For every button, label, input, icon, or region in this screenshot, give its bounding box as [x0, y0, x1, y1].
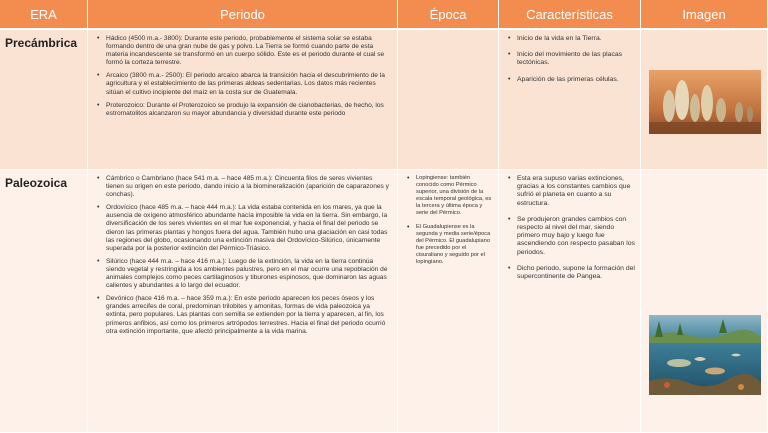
- era-name: Paleozoica: [5, 176, 68, 190]
- precambrian-sea-illustration-icon: [649, 70, 761, 134]
- caracteristicas-cell: [499, 30, 641, 170]
- caracteristica-item: • Inicio del movimiento de las placas tectónicas.: [517, 51, 635, 67]
- periodo-item: • Ordovícico (hace 485 m.a. – hace 444 m.a.): La vida estaba contenida en los mares, ya que la ausencia de oxígeno atmosférico abundante hacía imposible la vida en la tierra. Sin embargo, la diversificación de los seres vivientes en el mar fue exponencial, y hacia el final del periodo se dieron las primeras plantas y hongos fuera del agua. También hubo una glaciación en casi todas las regiones del globo, ocasionando una extinción masiva del Ordovícico-Silúrico, únicamente superada por la posterior extinción del Pérmico-Triásico.: [106, 204, 392, 253]
- caracteristica-item: • Se produjeron grandes cambios con respecto al nivel del mar, siendo primero muy bajo y luego fue ascendiendo con respecto pasaban los periodos.: [517, 216, 635, 257]
- caracteristica-item: • Aparición de las primeras células.: [517, 76, 635, 84]
- era-name: Precámbrica: [5, 36, 78, 50]
- periodo-item: • Cámbrico o Cambriano (hace 541 m.a. – hace 485 m.a.): Cincuenta filos de seres vivientes tienen su origen en este periodo, dando inicio a la biomineralización (aparición de caparazones y conchas).: [106, 175, 392, 199]
- caracteristica-item: • Esta era supuso varias extinciones, gracias a los constantes cambios que sufrió el planeta en cuanto a su estructura.: [517, 175, 635, 208]
- header-epoca: Época: [398, 0, 499, 30]
- epoca-item: • El Guadalupiense es la segunda y media serie/época del Pérmico. El guadalupiano fue precedido por el cisuraliano y seguido por el lopingiano.: [416, 224, 493, 266]
- periodo-item: • Hádico (4500 m.a.- 3800): Durante este periodo, probablemente el sistema solar se estaba formando dentro de una gran nube de gas y polvo. La Tierra se formó cuando parte de esta materia incandescente se transformó en un cuerpo sólido. Este es el periodo durante el cual se formó la corteza terrestre.: [106, 35, 392, 67]
- periodo-item: • Arcaico (3800 m.a.- 2500): El periodo arcaico abarca la transición hacia el descubrimiento de la agricultura y el establecimiento de las primeras aldeas sedentarias. Los datos más recientes sitúan el cultivo incipiente del maíz en la costa sur de Guatemala.: [106, 72, 392, 96]
- era-cell: [0, 170, 88, 433]
- header-caracteristicas: Características: [499, 0, 641, 30]
- epoca-cell: [398, 170, 499, 433]
- epoca-cell: [398, 30, 499, 170]
- header-era: ERA: [0, 0, 88, 30]
- era-cell: [0, 30, 88, 170]
- paleozoic-sea-illustration-icon: [649, 315, 761, 395]
- periodo-item: • Devónico (hace 416 m.a. – hace 359 m.a.): En este periodo aparecen los peces óseos y los grandes arrecifes de coral, predominan trilobites y amonitas, formas de vida paleozoica ya extinta, pero populares. Las plantas con semilla se extienden por la tierra y aparecen, al fin, los primeros anfibios, así como los primeros artrópodos terrestres. Hacia el final del periodo ocurrió otra extinción importante, que afectó principalmente a la vida marina.: [106, 295, 392, 335]
- imagen-cell: [641, 30, 768, 170]
- header-imagen: Imagen: [641, 0, 768, 30]
- caracteristicas-cell: [499, 170, 641, 433]
- epoca-item: • Lopingiense: también conocido como Pérmico superior, una división de la escala temporal geológica, es la tercera y última época y serie del Pérmico.: [416, 175, 493, 217]
- periodo-item: • Proterozoico: Durante el Proterozoico se produjo la expansión de cianobacterias, de hecho, los estromatolitos alcanzaron su mayor abundancia y diversidad durante este periodo: [106, 102, 392, 118]
- caracteristica-item: • Dicho periodo, supone la formación del supercontinente de Pangea.: [517, 265, 635, 281]
- caracteristica-item: • Inicio de la vida en la Tierra.: [517, 35, 635, 43]
- header-periodo: Periodo: [88, 0, 398, 30]
- periodo-cell: [88, 170, 398, 433]
- imagen-cell: [641, 170, 768, 433]
- periodo-cell: [88, 30, 398, 170]
- periodo-item: • Silúrico (hace 444 m.a. – hace 416 m.a.): Luego de la extinción, la vida en la tierra continúa siendo vegetal y restringida a los ambientes palustres, pero en el mar ocurre una repoblación de animales complejos como peces cartilaginosos y tiburones espinosos, que dominaron las aguas calientes y abundantes a lo largo del ecuador.: [106, 258, 392, 290]
